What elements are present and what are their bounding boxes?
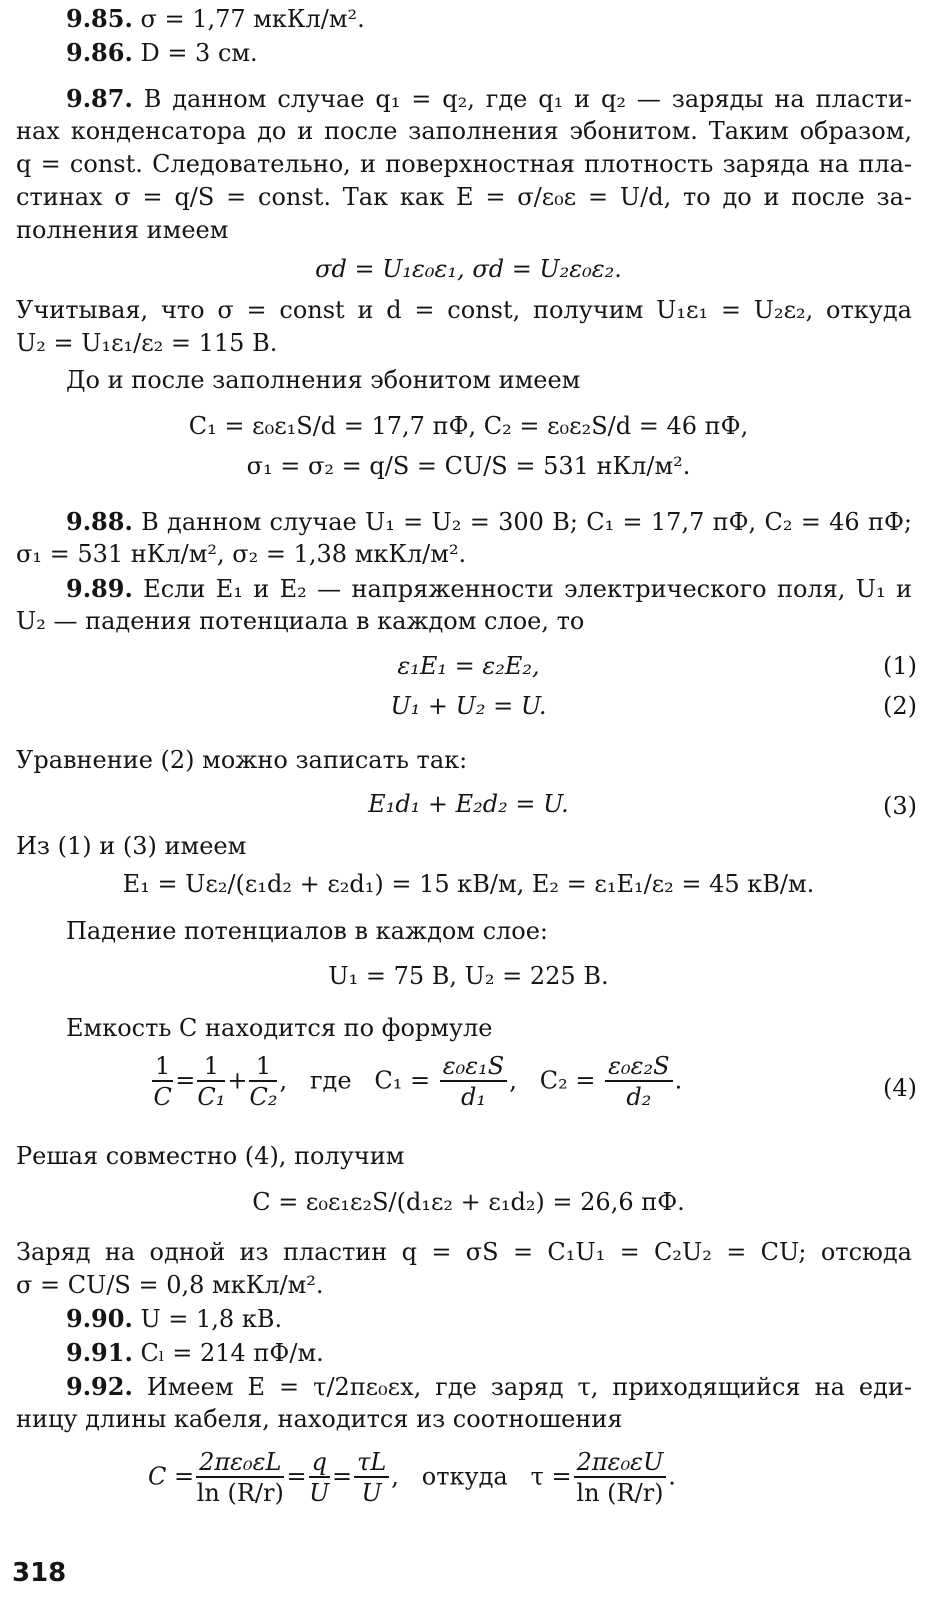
- equation: E₁ = Uε₂/(ε₁d₂ + ε₂d₁) = 15 кВ/м, E₂ = ε₁E₁/ε₂ = 45 кВ/м.: [122, 870, 815, 898]
- answer-9-85: 9.85. σ = 1,77 мкКл/м².: [66, 4, 365, 33]
- fraction: $\frac{\text{ε₀ε₁S}}{\text{d₁}}$: [440, 1052, 507, 1112]
- fraction: $\frac{1}{C}$: [153, 1052, 172, 1111]
- fraction: $\frac{\tau L}{U}$: [354, 1448, 389, 1508]
- text-line: q = const. Следовательно, и поверхностная плотность заряда на пла-: [16, 150, 912, 178]
- text-line: Из (1) и (3) имеем: [16, 832, 247, 860]
- text-line: нах конденсатора до и после заполнения эбонитом. Таким образом,: [16, 117, 912, 145]
- text-line: До и после заполнения эбонитом имеем: [66, 366, 581, 394]
- equation: U₁ = 75 В, U₂ = 225 В.: [328, 962, 609, 990]
- text-line: полнения имеем: [16, 216, 229, 244]
- text-line: U₂ — падения потенциала в каждом слое, то: [16, 607, 585, 635]
- page-number: 318: [12, 1558, 67, 1588]
- text-line: U₂ = U₁ε₁/ε₂ = 115 В.: [16, 329, 278, 357]
- equation: C = ε₀ε₁ε₂S/(d₁ε₂ + ε₁d₂) = 26,6 пФ.: [252, 1188, 685, 1216]
- equation-number: (2): [883, 692, 917, 720]
- equation-number: (1): [883, 652, 917, 680]
- fraction: $\frac{q}{U}$: [309, 1448, 330, 1507]
- text-line: Уравнение (2) можно записать так:: [16, 746, 468, 774]
- equation-number: (4): [883, 1074, 917, 1102]
- equation-fraction-sum: $\frac{1}{C}$ = $\frac{1}{\text{C₁}}$ + $\frac{1}{\text{C₂}}$ , где C₁ = $\frac{\text{ε₀ε₁S}}{\text{d₁}}$ , C₂ = $\frac{\text{ε₀ε₂S}}{\text{d₂}}$ .: [153, 1052, 683, 1111]
- fraction: $\frac{1}{\text{C₁}}$: [197, 1052, 226, 1111]
- fraction: $\frac{\text{2πε₀εL}}{\ln (R/r)}$: [196, 1448, 284, 1507]
- text-line: стинах σ = q/S = const. Так как E = σ/ε₀ε = U/d, то до и после за-: [16, 183, 912, 211]
- fraction: $\frac{\text{2πε₀εU}}{\ln (R/r)}$: [574, 1448, 667, 1508]
- answer-9-89-line-1: 9.89. Если E₁ и E₂ — напряженности электрического поля, U₁ и: [66, 574, 912, 603]
- equation: σd = U₁ε₀ε₁, σd = U₂ε₀ε₂.: [315, 255, 622, 283]
- equation: E₁d₁ + E₂d₂ = U.: [368, 790, 569, 818]
- answer-9-90: 9.90. U = 1,8 кВ.: [66, 1304, 283, 1333]
- text-line: Заряд на одной из пластин q = σS = C₁U₁ = C₂U₂ = CU; отсюда: [16, 1238, 912, 1266]
- equation-capacitance: C = $\frac{\text{2πε₀εL}}{\ln (R/r)}$ = $\frac{q}{U}$ = $\frac{\tau L}{U}$ , откуда τ = $\frac{\text{2πε₀εU}}{\ln (R/r)}$ .: [148, 1448, 676, 1507]
- text-line: σ₁ = 531 нКл/м², σ₂ = 1,38 мкКл/м².: [16, 540, 467, 568]
- text-line: Емкость C находится по формуле: [66, 1014, 493, 1042]
- fraction: $\frac{1}{\text{C₂}}$: [249, 1052, 278, 1111]
- text-line: Учитывая, что σ = const и d = const, получим U₁ε₁ = U₂ε₂, откуда: [16, 296, 912, 324]
- equation: σ₁ = σ₂ = q/S = CU/S = 531 нКл/м².: [246, 452, 691, 480]
- answer-9-88-line-1: 9.88. В данном случае U₁ = U₂ = 300 В; C₁ = 17,7 пФ, C₂ = 46 пФ;: [66, 507, 912, 536]
- text-line: σ = CU/S = 0,8 мкКл/м².: [16, 1271, 324, 1299]
- text-line: Решая совместно (4), получим: [16, 1142, 405, 1170]
- equation-number: (3): [883, 792, 917, 820]
- text-line: Падение потенциалов в каждом слое:: [66, 917, 549, 945]
- answer-9-87-line-1: 9.87. В данном случае q₁ = q₂, где q₁ и q₂ — заряды на пласти-: [66, 84, 912, 113]
- equation: ε₁E₁ = ε₂E₂,: [397, 652, 540, 680]
- answer-9-92-line-1: 9.92. Имеем E = τ/2πε₀εx, где заряд τ, приходящийся на еди-: [66, 1372, 912, 1401]
- equation: U₁ + U₂ = U.: [390, 692, 547, 720]
- answer-9-86: 9.86. D = 3 см.: [66, 38, 258, 67]
- equation: C₁ = ε₀ε₁S/d = 17,7 пФ, C₂ = ε₀ε₂S/d = 46 пФ,: [188, 412, 749, 440]
- answer-9-91: 9.91. Cₗ = 214 пФ/м.: [66, 1338, 324, 1367]
- text-line: ницу длины кабеля, находится из соотношения: [16, 1405, 623, 1433]
- fraction: $\frac{\text{ε₀ε₂S}}{\text{d₂}}$: [605, 1052, 672, 1112]
